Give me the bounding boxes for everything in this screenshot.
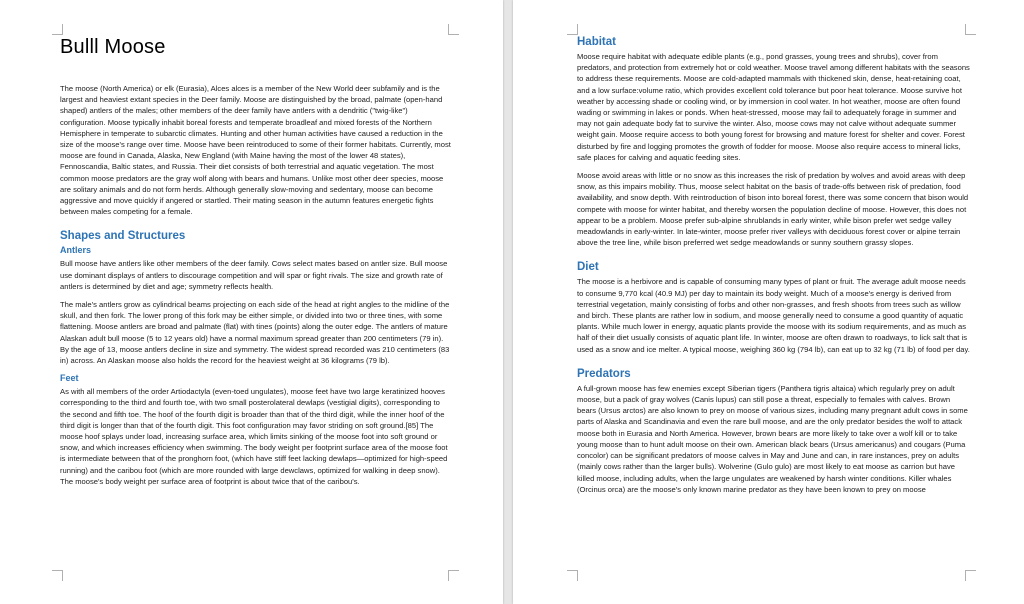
document-title: Bulll Moose [60,36,166,58]
document-page-left [0,0,503,604]
habitat-paragraph-2: Moose avoid areas with little or no snow as this increases the risk of predation by wolves and avoid areas with deep snow, as this impairs mobility. Thus, moose select habitat on the basis of trade-offs between risk of predation, food availability, and snow depth. With reintroduction of bison into boreal forest, there was some concern that bison would compete with moose for winter habitat, and thereby worsen the population decline of moose. However, this does not appear to be a problem. Moose prefer sub-alpine shrublands in early winter, while bison prefer wet sedge valley meadowlands in early-winter. In late-winter, moose prefer river valleys with deciduous forest cover or alpine terrain above the tree line, while bison preferred wet sedge meadowlands or sunny southern grassy slopes. [577,171,969,248]
margin-mark-top-left [52,24,63,35]
heading-shapes-and-structures: Shapes and Structures [60,230,186,243]
margin-mark-bottom-left [52,570,63,581]
margin-mark-bottom-right [448,570,459,581]
feet-paragraph-1: As with all members of the order Artiodactyla (even-toed ungulates), moose feet have two large keratinized hooves corresponding to the third and fourth toe, with two small posterolateral dewlaps (vestigial digits), corresponding to the second and fifth toe. The hoof of the fourth digit is broader than that of the third digit, while the inner hoof of the third digit is longer than that of the fourth digit. This foot configuration may favor striding on soft ground.[85] The moose hoof splays under load, increasing surface area, which limits sinking of the moose foot into soft ground or snow, and which increases efficiency when swimming. The body weight per footprint surface area of the moose foot is intermediate between that of the pronghorn foot, (which have stiff feet lacking dewlaps—optimized for high-speed running) and the caribou foot (which are more rounded with large dewclaws, optimized for walking in deep snow). The moose's body weight per surface area of footprint is about twice that of the caribou's. [60,387,448,486]
heading-diet: Diet [577,261,599,274]
habitat-paragraph-1: Moose require habitat with adequate edible plants (e.g., pond grasses, young trees and shrubs), cover from predators, and protection from extremely hot or cold weather. Moose travel among different habitats with the seasons to address these requirements. Moose are cold-adapted mammals with thickened skin, dense, heat-retaining coat, and a low surface:volume ratio, which provides excellent cold tolerance but poor heat tolerance. Moose survive hot weather by accessing shade or cooling wind, or by immersion in cool water. In hot weather, moose are often found wading or swimming in lakes or ponds. When heat-stressed, moose may fail to adequately forage in summer and may not gain adequate body fat to survive the winter. Also, moose cows may not calve without adequate summer weight gain. Moose require access to both young forest for browsing and mature forest for shelter and cover. Forest disturbed by fire and logging promotes the growth of fodder for moose. Moose also require access to mineral licks, safe places for calving and aquatic feeding sites. [577,52,970,162]
heading-feet: Feet [60,373,79,384]
right-page-content[interactable] [577,36,971,502]
intro-paragraph: The moose (North America) or elk (Eurasia), Alces alces is a member of the New World deer subfamily and is the largest and heaviest extant species in the Deer family. Moose are distinguished by the broad, palmate (open-hand shaped) antlers of the males; other members of the deer family have antlers with a dendritic ("twig-like") configuration. Moose typically inhabit boreal forests and temperate broadleaf and mixed forests of the Northern Hemisphere in temperate to subarctic climates. Hunting and other human activities have caused a reduction in the size of the moose's range over time. Moose have been reintroduced to some of their former habitats. Currently, most moose are found in Canada, Alaska, New England (with Maine having the most of the lower 48 states), Fennoscandia, Baltic states, and Russia. Their diet consists of both terrestrial and aquatic vegetation. The most common moose predators are the gray wolf along with bears and humans. Unlike most other deer species, moose are solitary animals and do not form herds. Although generally slow-moving and sedentary, moose can become aggressive and move quickly if angered or startled. Their mating season in the autumn features energetic fights between males competing for a female. [60,84,451,217]
heading-antlers: Antlers [60,245,92,256]
margin-mark-top-right [965,24,976,35]
margin-mark-top-left [567,24,578,35]
heading-predators: Predators [577,367,631,380]
document-page-right [513,0,1024,604]
margin-mark-top-right [448,24,459,35]
diet-paragraph-1: The moose is a herbivore and is capable of consuming many types of plant or fruit. The average adult moose needs to consume 9,770 kcal (40.9 MJ) per day to maintain its body weight. Much of a moose's energy is derived from terrestrial vegetation, mainly consisting of forbs and other non-grasses, and fresh shoots from trees such as willow and birch. These plants are rather low in sodium, and moose generally need to consume a good quantity of aquatic plants. While much lower in energy, aquatic plants provide the moose with its sodium requirements, and as much as half of their diet usually consists of aquatic plant life. In winter, moose are often drawn to roadways, to lick salt that is used as a snow and ice melter. A typical moose, weighing 360 kg (794 lb), can eat up to 32 kg (71 lb) of food per day. [577,277,970,354]
antlers-paragraph-1: Bull moose have antlers like other members of the deer family. Cows select mates based on antler size. Bull moose use dominant displays of antlers to discourage competition and will spar or fight rivals. The size and growth rate of antlers is determined by diet and age; symmetry reflects health. [60,259,448,291]
left-page-content[interactable] [60,36,452,494]
heading-habitat: Habitat [577,36,616,48]
margin-mark-bottom-right [965,570,976,581]
antlers-paragraph-2: The male's antlers grow as cylindrical beams projecting on each side of the head at right angles to the midline of the skull, and then fork. The lower prong of this fork may be either simple, or divided into two or three tines, with some flattening. Moose antlers are broad and palmate (flat) with tines (points) along the outer edge. The antlers of mature Alaskan adult bull moose (5 to 12 years old) have a normal maximum spread greater than 200 centimeters (79 in). By the age of 13, moose antlers decline in size and symmetry. The widest spread recorded was 210 centimeters (83 in) across. An Alaskan moose also holds the record for the heaviest weight at 36 kilograms (79 lb). [60,300,450,366]
margin-mark-bottom-left [567,570,578,581]
predators-paragraph-1: A full-grown moose has few enemies except Siberian tigers (Panthera tigris altaica) which regularly prey on adult moose, but a pack of gray wolves (Canis lupus) can still pose a threat, especially to females with calves. Brown bears (Ursus arctos) are also known to prey on moose of various sizes, including many pregnant adult cows in some parts of Alaska and Scandinavia and even the rare bull moose, and are the only predator besides the wolf to attack moose both in Eurasia and North America. However, brown bears are more likely to take over a wolf kill or to take young moose than to hunt adult moose on their own. American black bears (Ursus americanus) and cougars (Puma concolor) can be significant predators of moose calves in May and June and can, in rare instances, prey on adults (mainly cows rather than the larger bulls). Wolverine (Gulo gulo) are most likely to eat moose as carrion but have killed moose, including adults, when the large ungulates are weakened by harsh winter conditions. Killer whales (Orcinus orca) are the moose's only known marine predator as they have been known to prey on moose [577,383,968,494]
